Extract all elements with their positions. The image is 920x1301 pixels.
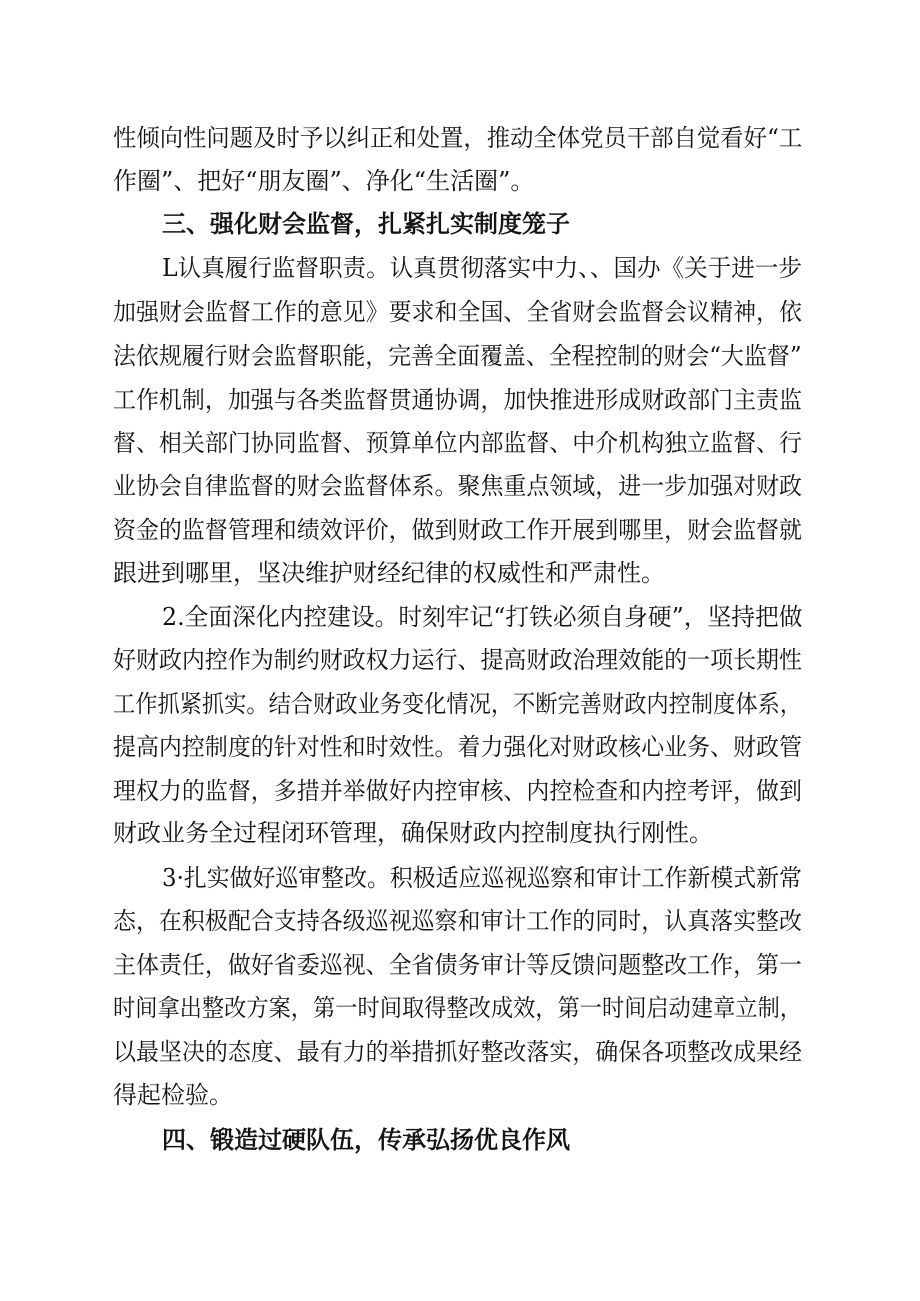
body-text-line: 提高内控制度的针对性和时效性。着力强化对财政核心业务、财政管	[113, 733, 802, 761]
paragraph-first-line: 2.全面深化内控建设。时刻牢记“打铁必须自身硬”，坚持把做	[162, 603, 803, 631]
body-text-line: 作圈”、把好“朋友圈”、净化“生活圈”。	[113, 167, 535, 195]
body-text-line: 加强财会监督工作的意见》要求和全国、全省财会监督会议精神，依	[113, 298, 802, 326]
body-text-line: 法依规履行财会监督职能，完善全面覆盖、全程控制的财会“大监督”	[113, 342, 802, 370]
body-text-line: 态，在积极配合支持各级巡视巡察和审计工作的同时，认真落实整改	[113, 907, 802, 935]
section-heading-3: 三、强化财会监督，扎紧扎实制度笼子	[162, 210, 570, 238]
paragraph-first-line: L认真履行监督职责。认真贯彻落实中力、、国办《关于进一步	[162, 254, 802, 282]
body-text-line: 资金的监督管理和绩效评价，做到财政工作开展到哪里，财会监督就	[113, 516, 802, 544]
body-text-line: 督、相关部门协同监督、预算单位内部监督、中介机构独立监督、行	[113, 429, 802, 457]
body-text-line: 业协会自律监督的财会监督体系。聚焦重点领域，进一步加强对财政	[113, 472, 802, 500]
body-text-line: 理权力的监督，多措并举做好内控审核、内控检查和内控考评，做到	[113, 777, 802, 805]
body-text-line: 性倾向性问题及时予以纠正和处置，推动全体党员干部自觉看好“工	[113, 124, 803, 152]
body-text-line: 财政业务全过程闭环管理，确保财政内控制度执行刚性。	[113, 819, 713, 847]
paragraph-first-line: 3·扎实做好巡审整改。积极适应巡视巡察和审计工作新模式新常	[162, 864, 802, 892]
section-heading-4: 四、锻造过硬队伍，传承弘扬优良作风	[162, 1126, 570, 1154]
body-text-line: 时间拿出整改方案，第一时间取得整改成效，第一时间启动建章立制，	[113, 994, 803, 1022]
body-text-line: 得起检验。	[113, 1081, 233, 1109]
body-text-line: 工作机制，加强与各类监督贯通协调，加快推进形成财政部门主责监	[113, 386, 802, 414]
body-text-line: 好财政内控作为制约财政权力运行、提高财政治理效能的一项长期性	[113, 646, 802, 674]
body-text-line: 以最坚决的态度、最有力的举措抓好整改落实，确保各项整改成果经	[113, 1038, 802, 1066]
body-text-line: 跟进到哪里，坚决维护财经纪律的权威性和严肃性。	[113, 559, 665, 587]
body-text-line: 主体责任，做好省委巡视、全省债务审计等反馈问题整改工作，第一	[113, 951, 802, 979]
body-text-line: 工作抓紧抓实。结合财政业务变化情况，不断完善财政内控制度体系，	[113, 690, 803, 718]
